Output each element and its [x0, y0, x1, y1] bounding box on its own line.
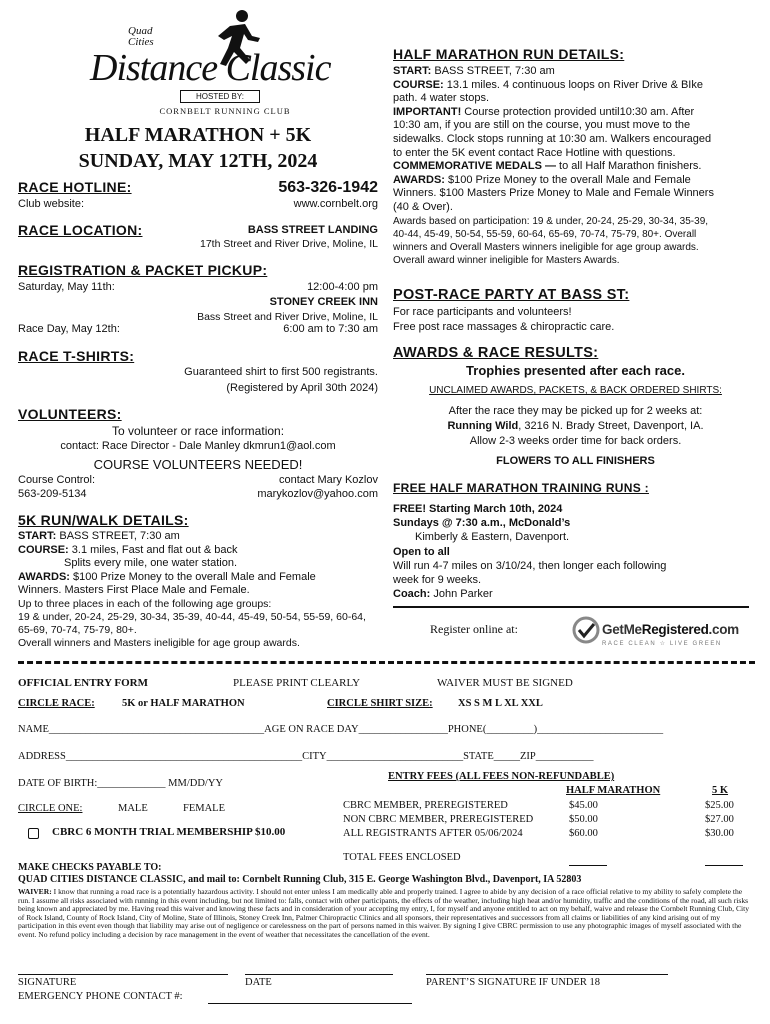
half-awards3: (40 & Over). — [393, 200, 453, 213]
volunteers-line2: contact: Race Director - Dale Manley dkmrun1@aol.com — [60, 440, 336, 452]
location-name: BASS STREET LANDING — [247, 224, 378, 236]
party-line2: Free post race massages & chiropractic care. — [393, 321, 615, 333]
fivek-groups2: 19 & under, 20-24, 25-29, 30-34, 35-39, 40-44, 45-49, 50-54, 55-59, 60-64, — [18, 610, 366, 623]
getmeregistered-logo[interactable] — [572, 614, 752, 650]
half-awards: AWARDS: $100 Prize Money to the overall Male and Female — [393, 173, 691, 186]
cut-line — [18, 661, 755, 664]
half-course: COURSE: 13.1 miles. 4 continuous loops on River Drive & BIke — [393, 78, 703, 91]
form-waiver-signed: WAIVER MUST BE SIGNED — [437, 677, 573, 689]
results-flowers: FLOWERS TO ALL FINISHERS — [496, 455, 655, 467]
signature-label: SIGNATURE — [18, 977, 77, 988]
fee-row-label: ALL REGISTRANTS AFTER 05/06/2024 — [343, 828, 523, 839]
total-half-blank[interactable] — [569, 865, 607, 866]
tshirts-line1: Guaranteed shirt to first 500 registrants. — [184, 366, 378, 378]
half-label: HALF MARATHON RUN DETAILS: — [393, 46, 625, 62]
fivek-label: 5K RUN/WALK DETAILS: — [18, 512, 189, 528]
volunteers-label: VOLUNTEERS: — [18, 406, 122, 422]
fee-row-half: $60.00 — [569, 828, 598, 839]
training-line6: week for 9 weeks. — [393, 574, 482, 587]
signature-line[interactable] — [18, 974, 228, 975]
fivek-awards2: Winners. Masters First Place Male and Female. — [18, 584, 250, 596]
register-brand — [602, 622, 739, 637]
half-medals: COMMEMORATIVE MEDALS — to all Half Marathon finishers. — [393, 160, 702, 173]
logo-club: CORNBELT RUNNING CLUB — [159, 106, 291, 116]
location-row — [18, 222, 378, 238]
waiver-text — [18, 888, 753, 940]
training-rule — [393, 606, 749, 608]
fivek-awards: AWARDS: $100 Prize Money to the overall Male and Female — [18, 570, 316, 583]
half-groups1: Awards based on participation: 19 & under, 20-24, 25-29, 30-34, 35-39, — [393, 215, 709, 227]
half-awards2: Winners. $100 Masters Prize Money to Male and Female Winners — [393, 187, 714, 200]
event-date: SUNDAY, MAY 12TH, 2024 — [78, 150, 318, 172]
location-label: RACE LOCATION: — [18, 222, 143, 238]
half-groups3: winners and Overall Masters winners ineligible for age group awards. — [393, 241, 699, 253]
reg-day1-place-row — [18, 296, 378, 308]
half-start: START: BASS STREET, 7:30 am — [393, 65, 555, 77]
fee-row-label: CBRC MEMBER, PREREGISTERED — [343, 800, 508, 811]
event-title: HALF MARATHON + 5K — [84, 124, 312, 146]
logo-script-small: Quad Cities — [128, 25, 154, 48]
fivek-course2: Splits every mile, one water station. — [64, 557, 238, 569]
results-unclaimed: UNCLAIMED AWARDS, PACKETS, & BACK ORDERED SHIRTS: — [429, 385, 722, 396]
reg-day1-address: Bass Street and River Drive, Moline, IL — [197, 311, 378, 323]
course-control-label: Course Control: — [18, 474, 96, 486]
course-contact-email[interactable]: marykozlov@yahoo.com — [257, 488, 378, 500]
fivek-start: START: BASS STREET, 7:30 am — [18, 530, 180, 542]
waiver-label: WAIVER: — [18, 887, 52, 896]
gender-male[interactable]: MALE — [118, 803, 148, 814]
emergency-line[interactable] — [208, 1003, 412, 1004]
half-block — [393, 65, 758, 267]
party-label: POST-RACE PARTY AT BASS ST: — [393, 287, 630, 303]
fee-row-5k: $27.00 — [705, 814, 734, 825]
results-line1: After the race they may be picked up for 2 weeks at: — [448, 405, 703, 417]
results-line3: Allow 2-3 weeks order time for back orders. — [469, 435, 682, 447]
fivek-block — [18, 530, 383, 650]
reg-day1-time: 12:00-4:00 pm — [307, 281, 378, 293]
training-line3: Kimberly & Eastern, Davenport. — [415, 531, 570, 544]
location-address-row — [18, 238, 378, 251]
volunteers-needed: COURSE VOLUNTEERS NEEDED! — [93, 457, 303, 472]
results-trophies: Trophies presented after each race. — [466, 363, 685, 378]
hosted-by-text: HOSTED BY: — [195, 92, 244, 101]
half-important2: 10:30 am, if you are still on the course, you must move to the — [393, 119, 691, 132]
logo-hosted-by — [180, 90, 260, 103]
course-control-phone: 563-209-5134 — [18, 488, 87, 500]
training-line5: Will run 4-7 miles on 3/10/24, then longer each following — [393, 559, 667, 572]
checks-line2: QUAD CITIES DISTANCE CLASSIC, and mail to: Cornbelt Running Club, 315 E. George Washington Blvd., Davenport, IA 52803 — [18, 874, 582, 885]
fivek-course: COURSE: 3.1 miles, Fast and flat out & back — [18, 543, 238, 556]
name-field[interactable]: NAME_________________________________________AGE ON RACE DAY_________________PHONE(_________)________________________ — [18, 724, 664, 735]
store-name: Running Wild — [447, 420, 519, 432]
brand-part2: Registered — [641, 622, 709, 637]
logo-script-main: Distance Classic — [90, 47, 331, 89]
training-line4: Open to all — [393, 545, 450, 558]
training-label: FREE HALF MARATHON TRAINING RUNS : — [393, 481, 649, 495]
fee-row-5k: $25.00 — [705, 800, 734, 811]
register-tagline: RACE CLEAN ☆ LIVE GREEN — [602, 641, 722, 647]
checkmark-icon — [572, 616, 600, 644]
fee-row-5k: $30.00 — [705, 828, 734, 839]
fee-row-label: NON CBRC MEMBER, PREREGISTERED — [343, 814, 534, 825]
training-coach: Coach: John Parker — [393, 588, 493, 601]
gender-female[interactable]: FEMALE — [183, 803, 225, 814]
reg-day2-label: Race Day, May 12th: — [18, 323, 120, 335]
tshirts-line2: (Registered by April 30th 2024) — [226, 382, 378, 394]
waiver-body: I know that running a road race is a potentially hazardous activity. I should not enter unless I am medically able and properly trained. I agree to abide by any decision of a race official relative to my ability to safely complete the run. I assume all risks associated with running in this event including, but not limited to: falls, contact with other participants, the effects of the weather, including high heat and/or humidity, traffic and the conditions of the road, all such risks being known and appreciated by me. Having read this waiver and knowing these facts and in consideration of your accepting my entry, I, for myself and anyone entitled to act on my behalf, waive and release the Cornbelt Running Club, City of Rock Island, County of Rock Island, City of Moline, State of Illinois, Stoney Creek Inn, Palmer Chiropractic Clinics and all sponsors, their representatives and successors from all claims or liabilities of any kind arising out of my participation in this event even though that liability may arise out of negligence or carelessness on the part of persons named in this waiver. By signing I give CBRC permission to use any photographic images of myself associated with the event. No refund policy including a decision by race management in the event of weather that necessitates the cancellation of the event. — [18, 887, 750, 939]
brand-part3: .com — [708, 622, 739, 637]
results-label: AWARDS & RACE RESULTS: — [393, 345, 599, 361]
fees-half-header: HALF MARATHON — [566, 785, 661, 796]
total-5k-blank[interactable] — [705, 865, 743, 866]
fees-5k-header: 5 K — [712, 785, 729, 796]
website-link[interactable]: www.cornbelt.org — [293, 198, 378, 210]
fivek-groups4: Overall winners and Masters ineligible for age group awards. — [18, 636, 300, 649]
emergency-label: EMERGENCY PHONE CONTACT #: — [18, 991, 183, 1002]
register-label: Register online at: — [430, 622, 518, 636]
store-address: , 3216 N. Brady Street, Davenport, IA. — [518, 420, 704, 432]
volunteers-contact-row2 — [18, 488, 378, 500]
volunteers-line1: To volunteer or race information: — [111, 424, 285, 438]
total-fees-label: TOTAL FEES ENCLOSED — [343, 852, 461, 863]
dob-field[interactable]: DATE OF BIRTH:_____________ MM/DD/YY — [18, 778, 224, 789]
fees-title: ENTRY FEES (ALL FEES NON-REFUNDABLE) — [388, 771, 615, 782]
reg-day2-row — [18, 323, 378, 335]
hotline-label: RACE HOTLINE: — [18, 179, 132, 195]
fivek-groups1: Up to three places in each of the following age groups: — [18, 597, 272, 610]
shirt-sizes[interactable]: XS S M L XL XXL — [458, 698, 543, 709]
event-logo — [90, 8, 350, 120]
date-line[interactable] — [245, 974, 393, 975]
reg-day2-time: 6:00 am to 7:30 am — [283, 323, 378, 335]
brand-part1: GetMe — [602, 622, 642, 637]
circle-race-label: CIRCLE RACE: — [18, 698, 95, 709]
training-line2: Sundays @ 7:30 a.m., McDonald’s — [393, 517, 571, 530]
circle-one-label: CIRCLE ONE: — [18, 803, 83, 814]
fivek-groups3: 65-69, 70-74, 75-79, 80+. — [18, 623, 137, 636]
reg-day1-row — [18, 281, 378, 293]
location-address: 17th Street and River Drive, Moline, IL — [200, 238, 378, 250]
volunteers-contact-row — [18, 474, 378, 486]
membership-checkbox[interactable] — [28, 828, 39, 839]
form-print: PLEASE PRINT CLEARLY — [233, 677, 361, 689]
race-options[interactable]: 5K or HALF MARATHON — [122, 698, 245, 709]
half-groups4: Overall award winner ineligible for Masters Awards. — [393, 254, 620, 266]
membership-label: CBRC 6 MONTH TRIAL MEMBERSHIP $10.00 — [52, 826, 286, 838]
registration-label: REGISTRATION & PACKET PICKUP: — [18, 262, 268, 278]
form-title: OFFICIAL ENTRY FORM — [18, 677, 148, 689]
half-important4: to enter the 5K event contact Race Hotline with questions. — [393, 146, 676, 159]
party-line1: For race participants and volunteers! — [393, 306, 572, 318]
date-label: DATE — [245, 977, 272, 988]
hotline-row — [18, 179, 378, 197]
half-important3: sidewalks. Clock stops running at 10:30 am. Walkers encouraged — [393, 132, 712, 145]
fee-row-half: $50.00 — [569, 814, 598, 825]
reg-day1-label: Saturday, May 11th: — [18, 281, 115, 293]
hotline-phone: 563-326-1942 — [278, 179, 378, 196]
website-row — [18, 198, 378, 210]
tshirts-label: RACE T-SHIRTS: — [18, 348, 135, 364]
address-field[interactable]: ADDRESS_____________________________________________CITY__________________________STATE_____ZIP___________ — [18, 751, 594, 762]
reg-day1-place: STONEY CREEK INN — [269, 296, 378, 308]
website-label: Club website: — [18, 198, 85, 210]
half-course2: path. 4 water stops. — [393, 92, 489, 105]
parent-signature-line[interactable] — [426, 974, 668, 975]
results-line2 — [393, 420, 758, 432]
fee-row-half: $45.00 — [569, 800, 598, 811]
circle-shirt-label: CIRCLE SHIRT SIZE: — [327, 698, 433, 709]
training-line1: FREE! Starting March 10th, 2024 — [393, 503, 563, 515]
parent-signature-label: PARENT’S SIGNATURE IF UNDER 18 — [426, 977, 601, 988]
half-groups2: 40-44, 45-49, 50-54, 55-59, 60-64, 65-69, 70-74, 75-79, 80+. Overall — [393, 228, 697, 240]
course-contact-name: contact Mary Kozlov — [278, 474, 378, 486]
half-important: IMPORTANT! Course protection provided until10:30 am. After — [393, 105, 695, 118]
training-block — [393, 502, 758, 601]
checks-line1: MAKE CHECKS PAYABLE TO: — [18, 862, 162, 873]
